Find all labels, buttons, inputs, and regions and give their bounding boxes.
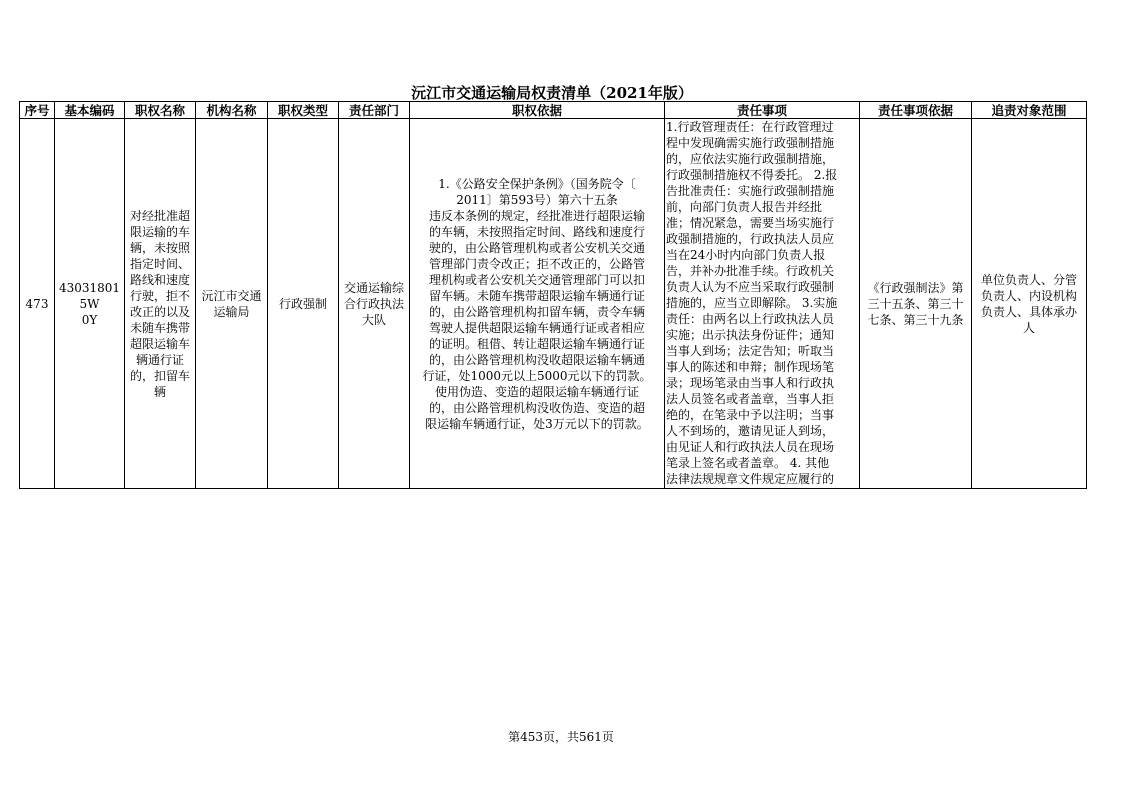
column-header-index: 序号 [20, 102, 55, 119]
cell-basis: 1.《公路安全保护条例》（国务院令〔 2011〕第593号）第六十五条 违反本条例的规定，经批准进行超限运输 的车辆，未按照指定时间、路线和速度行 驶的，由公路管理机构或者公安机关交通 管理部门责令改正；拒不改正的，公路管 理机构或者公安机关交通管理部门可以扣 留车辆。未随车携带超限运输车辆通行证 的，由公路管理机构扣留车辆，责令车辆 驾驶人提供超限运输车辆通行证或者相应 的证明。租借、转让超限运输车辆通行证 的，由公路管理机构没收超限运输车辆通 行证，处1000元以上5000元以下的罚款。 使用伪造、变造的超限运输车辆通行证 的，由公路管理机构没收伪造、变造的超 限运输车辆通行证，处3万元以下的罚款。 [410, 119, 665, 489]
column-header-duty-basis: 责任事项依据 [860, 102, 972, 119]
table-header-row [20, 102, 1087, 119]
column-header-power-type: 职权类型 [268, 102, 339, 119]
cell-code: 430318015W 0Y [55, 119, 125, 489]
cell-duties [665, 119, 860, 489]
column-header-org-name: 机构名称 [196, 102, 268, 119]
cell-power-type: 行政强制 [268, 119, 339, 489]
duties-text: 1.行政管理责任：在行政管理过 程中发现确需实施行政强制措施 的，应依法实施行政强制措施， 行政强制措施权不得委托。 2.报 告批准责任：实施行政强制措施 前，向部门负责人报告并经批 准；情况紧急，需要当场实施行 政强制措施的，行政执法人员应 当在24小时内向部门负责人报 告，并补办批准手续。行政机关 负责人认为不应当采取行政强制 措施的，应当立即解除。 3.实施 责任：由两名以上行政执法人员 实施；出示执法身份证件；通知 当事人到场；法定告知；听取当 事人的陈述和申辩；制作现场笔 录；现场笔录由当事人和行政执 法人员签名或者盖章，当事人拒 绝的，在笔录中予以注明；当事 人不到场的，邀请见证人到场， 由见证人和行政执法人员在现场 笔录上签名或者盖章。 4. 其他 法律法规规章文件规定应履行的 [666, 120, 838, 486]
cell-org-name: 沅江市交通 运输局 [196, 119, 268, 489]
table-row [20, 119, 1087, 489]
page-title: 沅江市交通运输局权责清单（2021年版） [411, 84, 693, 102]
cell-duty-basis: 《行政强制法》第 三十五条、第三十 七条、第三十九条 [860, 119, 972, 489]
column-header-duties: 责任事项 [665, 102, 860, 119]
cell-department: 交通运输综 合行政执法 大队 [339, 119, 410, 489]
column-header-code: 基本编码 [55, 102, 125, 119]
column-header-department: 责任部门 [339, 102, 410, 119]
column-header-power-name: 职权名称 [125, 102, 196, 119]
cell-index: 473 [20, 119, 55, 489]
column-header-basis: 职权依据 [410, 102, 665, 119]
cell-accountability: 单位负责人、分管 负责人、内设机构 负责人、具体承办 人 [972, 119, 1087, 489]
power-responsibility-table [19, 101, 1087, 489]
column-header-accountability: 追责对象范围 [972, 102, 1087, 119]
page-number: 第453页，共561页 [508, 730, 614, 744]
cell-power-name: 对经批准超 限运输的车 辆，未按照 指定时间、 路线和速度 行驶，拒不 改正的以及 未随车携带 超限运输车 辆通行证 的，扣留车 辆 [125, 119, 196, 489]
